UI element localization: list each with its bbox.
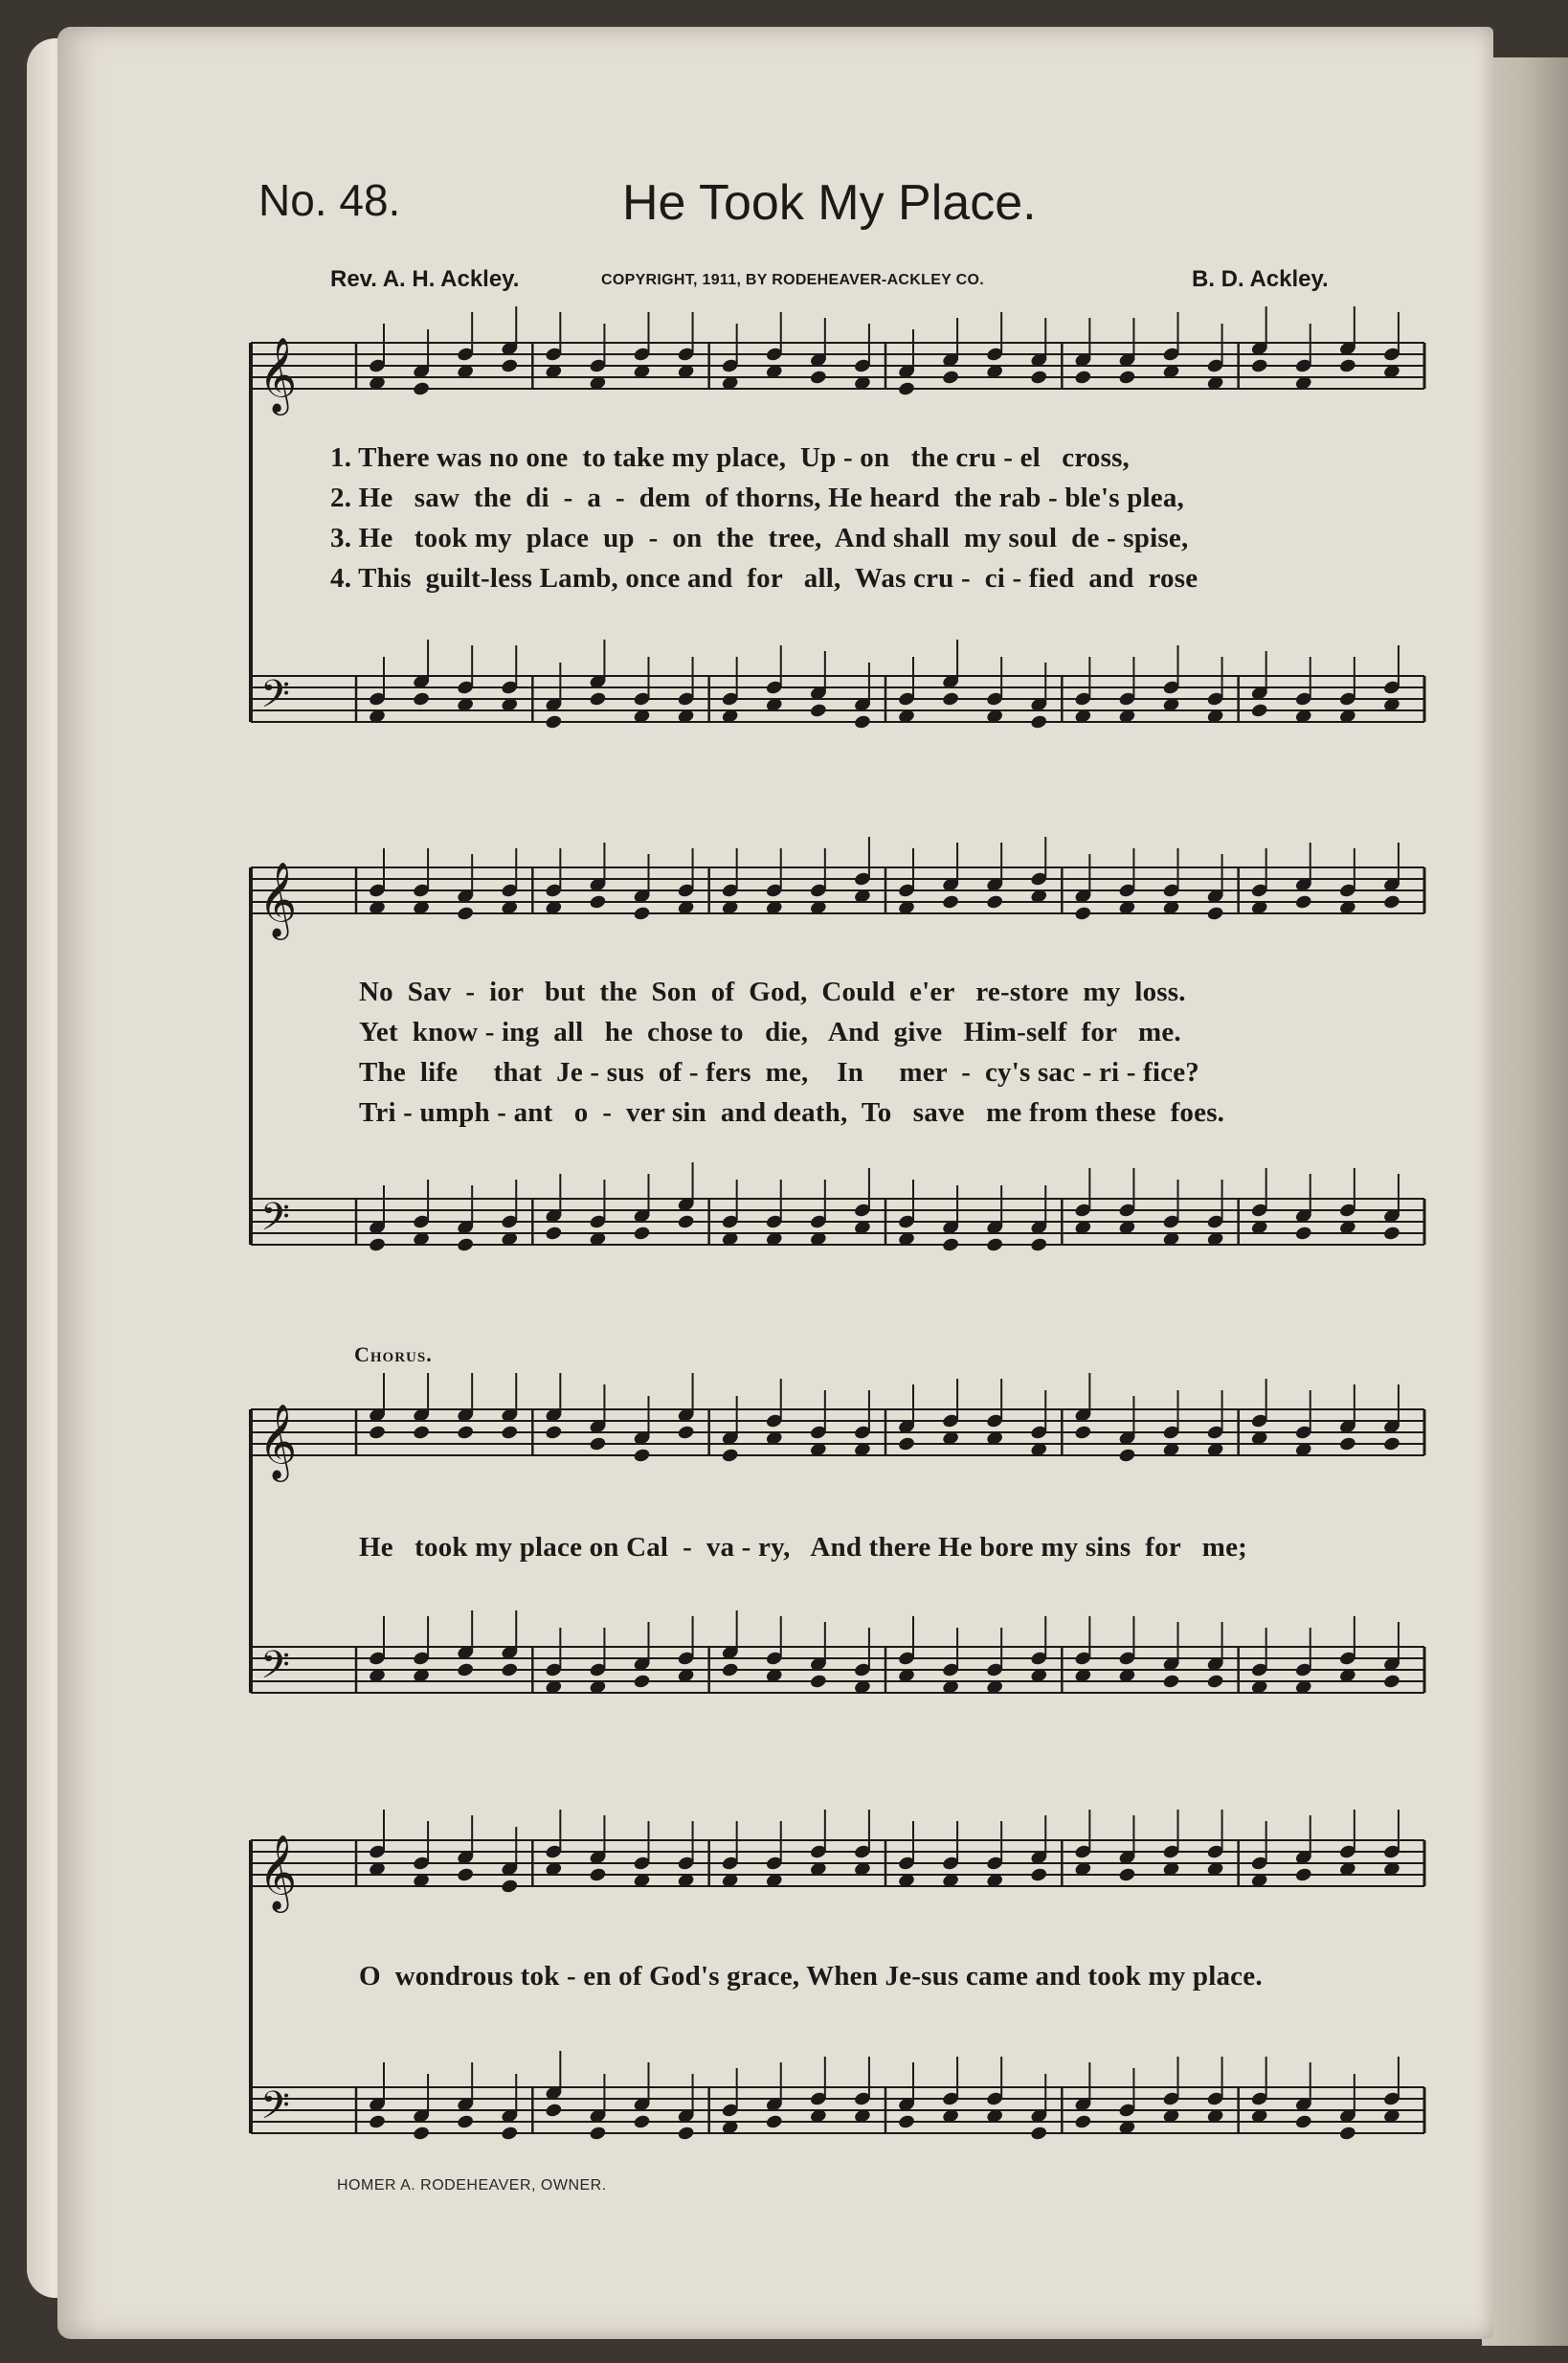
- chorus-label: Chorus.: [354, 1342, 433, 1366]
- treble-note: [1382, 1436, 1400, 1452]
- treble-note: [589, 894, 607, 911]
- verse-1-line-a: 1. There was no one to take my place, Up - on the cru - el cross,: [330, 442, 1131, 473]
- bass-note: [986, 1237, 1004, 1253]
- treble-note: [545, 1425, 563, 1441]
- treble-note: [633, 906, 651, 922]
- bass-note: [1162, 1674, 1180, 1690]
- treble-clef-icon: 𝄞: [258, 862, 298, 937]
- treble-note: [1382, 894, 1400, 911]
- chorus-line-2: O wondrous tok - en of God's grace, When Je-sus came and took my place.: [359, 1961, 1263, 1992]
- bass-note: [765, 2114, 783, 2130]
- treble-note: [1118, 1448, 1136, 1464]
- treble-note: [457, 906, 475, 922]
- hymn-title: He Took My Place.: [622, 175, 1037, 231]
- copyright-notice: COPYRIGHT, 1911, BY RODEHEAVER-ACKLEY CO.: [601, 272, 984, 288]
- bass-note: [633, 1674, 651, 1690]
- treble-clef-icon: 𝄞: [258, 1834, 298, 1910]
- bass-note: [1074, 2114, 1092, 2130]
- verse-3-line-a: 3. He took my place up - on the tree, And shall my soul de - spise,: [330, 523, 1189, 553]
- verse-4-line-a: 4. This guilt-less Lamb, once and for all, Was cru - ci - fied and rose: [330, 563, 1198, 594]
- bass-note: [942, 691, 960, 708]
- bass-note: [1294, 1226, 1312, 1242]
- treble-note: [1338, 358, 1356, 374]
- treble-note: [413, 381, 431, 397]
- bass-clef-icon: 𝄢: [260, 1195, 290, 1249]
- treble-note: [457, 1867, 475, 1883]
- treble-note: [368, 1425, 386, 1441]
- bass-note: [457, 2114, 475, 2130]
- bass-note: [457, 1237, 475, 1253]
- treble-note: [1030, 370, 1048, 386]
- treble-note: [897, 1436, 915, 1452]
- bass-note: [501, 2126, 519, 2142]
- treble-note: [1206, 906, 1224, 922]
- treble-note: [1118, 1867, 1136, 1883]
- bass-note: [721, 1662, 739, 1678]
- bass-note: [457, 1662, 475, 1678]
- bass-note: [1382, 1674, 1400, 1690]
- verse-3-line-b: The life that Je - sus of - fers me, In mer - cy's sac - ri - fice?: [359, 1057, 1200, 1088]
- treble-note: [633, 1448, 651, 1464]
- treble-note: [413, 1425, 431, 1441]
- treble-note: [942, 370, 960, 386]
- treble-note: [1294, 894, 1312, 911]
- treble-note: [1338, 1436, 1356, 1452]
- treble-note: [986, 894, 1004, 911]
- bass-note: [413, 2126, 431, 2142]
- bass-note: [1030, 2126, 1048, 2142]
- bass-note: [1206, 1674, 1224, 1690]
- bass-note: [677, 2126, 695, 2142]
- bass-note: [589, 2126, 607, 2142]
- bass-note: [633, 2114, 651, 2130]
- bass-note: [545, 2103, 563, 2119]
- bass-note: [413, 691, 431, 708]
- bass-note: [1382, 1226, 1400, 1242]
- treble-note: [942, 894, 960, 911]
- composer-credit: B. D. Ackley.: [1192, 266, 1329, 292]
- treble-clef-icon: 𝄞: [258, 337, 298, 413]
- treble-note: [457, 1425, 475, 1441]
- treble-note: [1074, 906, 1092, 922]
- bass-note: [368, 1237, 386, 1253]
- bass-note: [501, 1662, 519, 1678]
- treble-note: [721, 1448, 739, 1464]
- bass-note: [897, 2114, 915, 2130]
- owner-notice: HOMER A. RODEHEAVER, OWNER.: [337, 2177, 607, 2194]
- treble-note: [1294, 1867, 1312, 1883]
- bass-note: [1294, 2114, 1312, 2130]
- bass-note: [589, 691, 607, 708]
- bass-clef-icon: 𝄢: [260, 2083, 290, 2137]
- treble-note: [501, 358, 519, 374]
- treble-note: [501, 1425, 519, 1441]
- treble-note: [677, 1425, 695, 1441]
- treble-note: [897, 381, 915, 397]
- treble-note: [589, 1867, 607, 1883]
- treble-note: [1030, 1867, 1048, 1883]
- bass-clef-icon: 𝄢: [260, 672, 290, 726]
- bass-note: [809, 1674, 827, 1690]
- verse-4-line-b: Tri - umph - ant o - ver sin and death, To save me from these foes.: [359, 1097, 1225, 1128]
- bass-note: [633, 1226, 651, 1242]
- bass-note: [942, 1237, 960, 1253]
- bass-note: [1338, 2126, 1356, 2142]
- chorus-line-1: He took my place on Cal - va - ry, And there He bore my sins for me;: [359, 1532, 1248, 1563]
- bass-note: [1030, 1237, 1048, 1253]
- verse-2-line-b: Yet know - ing all he chose to die, And give Him-self for me.: [359, 1017, 1181, 1047]
- bass-note: [368, 2114, 386, 2130]
- verse-2-line-a: 2. He saw the di - a - dem of thorns, He heard the rab - ble's plea,: [330, 483, 1185, 513]
- treble-note: [501, 1879, 519, 1895]
- treble-note: [1250, 358, 1268, 374]
- bass-note: [545, 1226, 563, 1242]
- bass-note: [545, 714, 563, 731]
- verse-1-line-b: No Sav - ior but the Son of God, Could e'er re-store my loss.: [359, 977, 1186, 1007]
- treble-note: [1074, 370, 1092, 386]
- treble-note: [1118, 370, 1136, 386]
- bass-note: [1250, 703, 1268, 719]
- bass-note: [853, 714, 871, 731]
- treble-note: [1074, 1425, 1092, 1441]
- bass-note: [1030, 714, 1048, 731]
- bass-clef-icon: 𝄢: [260, 1643, 290, 1697]
- hymn-number: No. 48.: [258, 175, 401, 225]
- treble-clef-icon: 𝄞: [258, 1404, 298, 1479]
- bass-note: [677, 1214, 695, 1230]
- lyricist-credit: Rev. A. H. Ackley.: [330, 266, 520, 292]
- bass-note: [809, 703, 827, 719]
- treble-note: [809, 370, 827, 386]
- treble-note: [589, 1436, 607, 1452]
